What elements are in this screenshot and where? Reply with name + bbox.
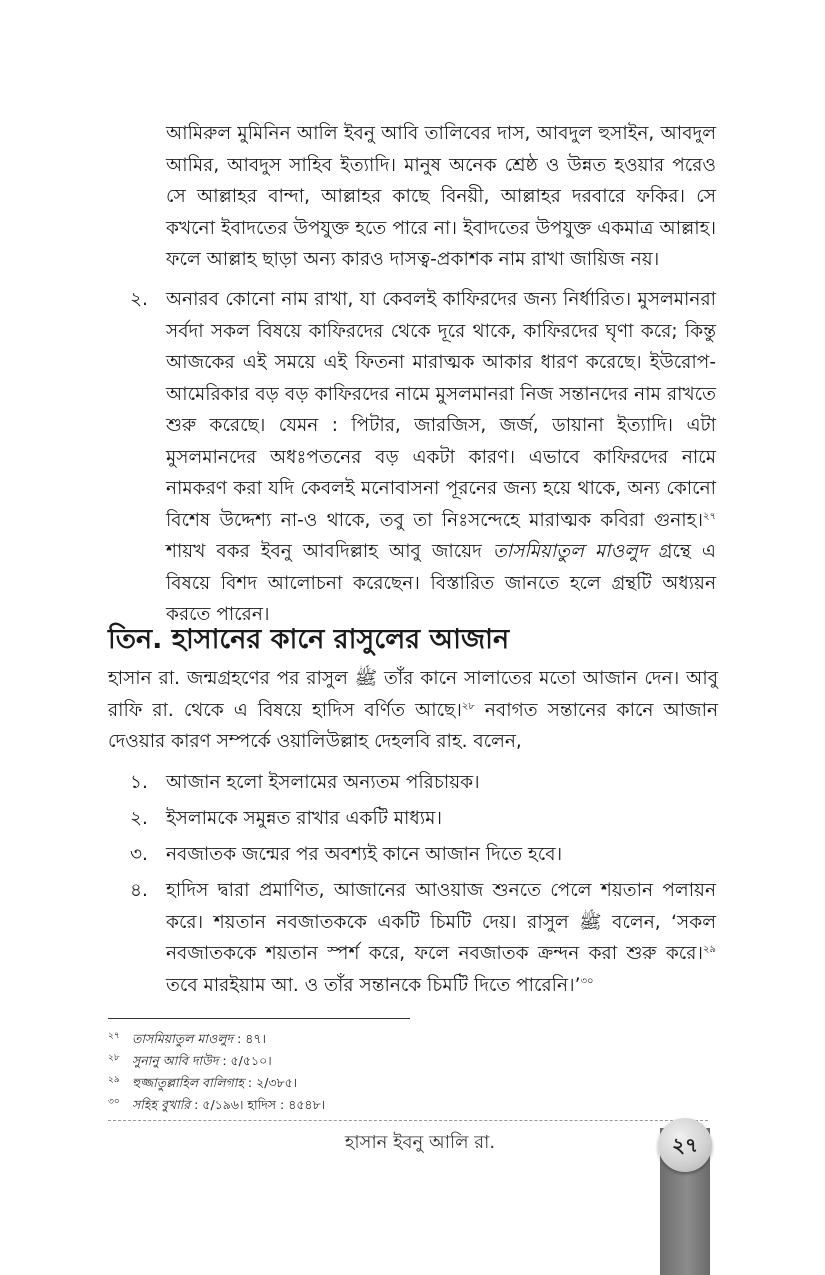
list-number: ১. bbox=[130, 772, 148, 793]
footnote-number: ২৯ bbox=[108, 1075, 120, 1085]
footnote-ref: ২৮ bbox=[461, 700, 475, 712]
footer-divider bbox=[108, 1120, 708, 1121]
footnote-book: সুনানু আবি দাউদ bbox=[132, 1053, 219, 1069]
footnote-book: তাসমিয়াতুল মাওলুদ bbox=[132, 1031, 234, 1047]
footnote bbox=[108, 1071, 297, 1092]
footnote-number: ৩০ bbox=[108, 1097, 120, 1107]
reason4-text-cont: তবে মারইয়াম আ. ও তাঁর সন্তানকে চিমটি দিতে পারেনি।’ bbox=[166, 974, 581, 996]
list-number: ২. bbox=[130, 808, 148, 829]
intro-paragraph-text: আমিরুল মুমিনিন আলি ইবনু আবি তালিবের দাস, আবদুল হুসাইন, আবদুল আমির, আবদুস সাহিব ইত্যাদি। মানুষ অনেক শ্রেষ্ঠ ও উন্নত হওয়ার পরেও সে আল্লাহর বান্দা, আল্লাহর কাছে বিনয়ী, আল্লাহর দরবারে ফকির। সে কখনো ইবাদতের উপযুক্ত হতে পারে না। ইবাদতের উপযুক্ত একমাত্র আল্লাহ। ফলে আল্লাহ ছাড়া অন্য কারও দাসত্ব-প্রকাশক নাম রাখা জায়িজ নয়। bbox=[166, 123, 716, 270]
footnote-ref: ৩০ bbox=[580, 975, 594, 987]
book-title: তাসমিয়াতুল মাওলুদ bbox=[492, 541, 648, 562]
list-number: ৪. bbox=[130, 880, 148, 901]
list-item-text: আজান হলো ইসলামের অন্যতম পরিচায়ক। bbox=[166, 772, 480, 793]
list-number: ৩. bbox=[130, 844, 148, 865]
list-item-text: ইসলামকে সমুন্নত রাখার একটি মাধ্যম। bbox=[166, 808, 442, 829]
section-paragraph-text: হাসান রা. জন্মগ্রহণের পর রাসুল ﷺ তাঁর কানে সালাতের মতো আজান দেন। আবু রাফি রা. থেকে এ বিষয়ে হাদিস বর্ণিত আছে। bbox=[108, 668, 718, 721]
list-item-text bbox=[166, 875, 716, 1001]
footnote bbox=[108, 1027, 266, 1048]
section-paragraph-text-cont: নবাগত সন্তানের কানে আজান দেওয়ার কারণ সম্পর্কে ওয়ালিউল্লাহ দেহলবি রাহ. বলেন, bbox=[108, 699, 718, 752]
footnote-number: ২৮ bbox=[108, 1053, 120, 1063]
footnote-divider bbox=[108, 1018, 410, 1019]
footnote-number: ২৭ bbox=[108, 1031, 120, 1041]
footnote-book: হুজ্জাতুল্লাহিল বালিগাহ bbox=[132, 1075, 244, 1091]
section-paragraph bbox=[108, 663, 718, 758]
item2-text: অনারব কোনো নাম রাখা, যা কেবলই কাফিরদের জন্য নির্ধারিত। মুসলমানরা সর্বদা সকল বিষয়ে কাফিরদের থেকে দূরে থাকে, কাফিরদের ঘৃণা করে; কিন্তু আজকের এই সময়ে এই ফিতনা মারাত্মক আকার ধারণ করেছে। ইউরোপ-আমেরিকার বড় বড় কাফিরদের নামে মুসলমানরা নিজ সন্তানদের নাম রাখতে শুরু করেছে। যেমন : পিটার, জারজিস, জর্জ, ডায়ানা ইত্যাদি। এটা মুসলমানদের অধঃপতনের বড় একটা কারণ। এভাবে কাফিরদের নামে নামকরণ করা যদি কেবলই মনোবাসনা পূরনের জন্য হয়ে থাকে, অন্য কোনো বিশেষ উদ্দেশ্য না-ও থাকে, তবু তা নিঃসন্দেহে মারাত্মক কবিরা গুনাহ। bbox=[166, 289, 716, 531]
footnote-ref-text: : ৫/৫১০। bbox=[218, 1053, 272, 1069]
page-number: ২৭ bbox=[671, 1133, 698, 1157]
list-item-text: নবজাতক জন্মের পর অবশ্যই কানে আজান দিতে হবে। bbox=[166, 844, 563, 865]
footnote-ref-text: : ৪৭। bbox=[233, 1031, 266, 1047]
footnote-book: সহিহ বুখারি bbox=[132, 1097, 191, 1113]
list-item-text bbox=[166, 284, 716, 631]
section-heading: তিন. হাসানের কানে রাসুলের আজান bbox=[108, 624, 510, 655]
running-title: হাসান ইবনু আলি রা. bbox=[344, 1132, 496, 1153]
list-number: ২. bbox=[130, 289, 148, 310]
item2-text-end: গ্রন্থে এ বিষয়ে বিশদ আলোচনা করেছেন। বিস্তারিত জানতে হলে গ্রন্থটি অধ্যয়ন করতে পারেন। bbox=[166, 541, 716, 625]
footnote-ref: ২৯ bbox=[703, 943, 716, 955]
reason4-text: হাদিস দ্বারা প্রমাণিত, আজানের আওয়াজ শুনতে পেলে শয়তান পলায়ন করে। শয়তান নবজাতককে একটি চিমটি দেয়। রাসুল ﷺ বলেন, ‘সকল নবজাতককে শয়তান স্পর্শ করে, ফলে নবজাতক ক্রন্দন করা শুরু করে। bbox=[166, 880, 717, 964]
footnote-ref-text: : ২/৩৮৫। bbox=[243, 1075, 298, 1091]
item2-text-cont: শায়খ বকর ইবনু আবদিল্লাহ আবু জায়েদ bbox=[166, 541, 493, 562]
footnote-ref-text: : ৫/১৯৬। হাদিস : ৪৫৪৮। bbox=[190, 1097, 326, 1113]
footnote-ref: ২৭ bbox=[702, 510, 716, 522]
footnote bbox=[108, 1049, 272, 1070]
intro-paragraph bbox=[166, 118, 716, 276]
footnote bbox=[108, 1093, 325, 1114]
